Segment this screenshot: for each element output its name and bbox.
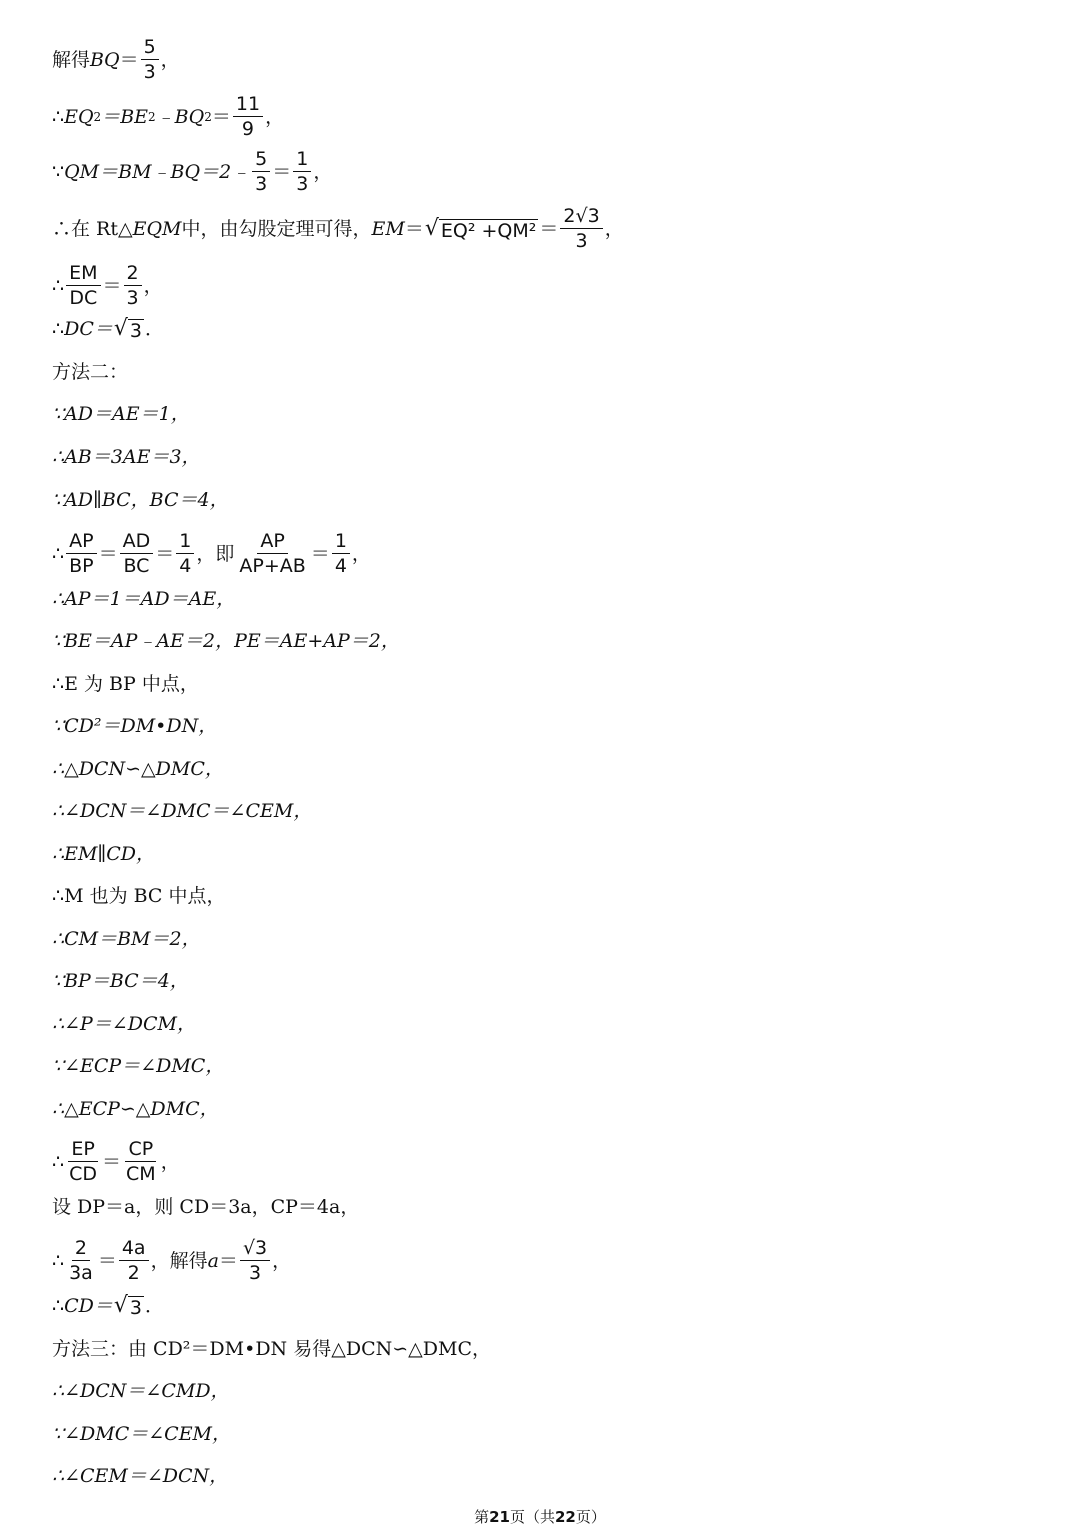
numerator: 1 xyxy=(332,530,350,554)
solution-line: 设 DP＝a，则 CD＝3a，CP＝4a， xyxy=(52,1196,360,1218)
total-pages: 22 xyxy=(555,1508,576,1526)
denominator: BP xyxy=(69,555,94,577)
solution-line xyxy=(52,316,164,342)
page-footer xyxy=(0,1506,1080,1527)
solution-line: ∴E 为 BP 中点， xyxy=(52,673,199,695)
punctuation: ， xyxy=(272,1249,292,1272)
text-segment: ，解得 xyxy=(150,1249,208,1272)
denominator: AP+AB xyxy=(239,555,306,577)
numerator: 1 xyxy=(293,148,311,172)
fraction xyxy=(293,148,311,195)
radical-sign-icon: √ xyxy=(424,215,439,241)
solution-line xyxy=(52,530,371,577)
fraction xyxy=(141,36,159,83)
denominator: BC xyxy=(123,555,150,577)
solution-line xyxy=(52,1138,180,1185)
math-expression: EQ xyxy=(64,105,94,128)
denominator: DC xyxy=(69,287,98,309)
numerator: AP xyxy=(66,530,96,554)
fraction xyxy=(123,1138,159,1185)
equals-sign: ＝ xyxy=(98,542,118,565)
numerator: 2 xyxy=(72,1237,90,1261)
text-segment: ，即 xyxy=(196,542,235,565)
radicand: 3 xyxy=(129,1297,142,1319)
solution-line xyxy=(52,262,163,309)
fraction xyxy=(120,530,154,577)
equals-sign: ＝ xyxy=(102,1150,122,1173)
text-segment: ∴在 Rt△ xyxy=(52,217,133,240)
denominator: 3 xyxy=(575,230,588,252)
math-variable: EQM xyxy=(132,217,182,240)
square-root xyxy=(425,216,539,242)
math-expression: ＝BE xyxy=(101,105,149,128)
solution-line: ∴EM∥CD， xyxy=(52,843,155,865)
superscript: 2 xyxy=(204,109,212,124)
fraction xyxy=(560,205,602,252)
denominator: 4 xyxy=(334,555,347,577)
radical-sign-icon: √ xyxy=(113,316,128,341)
punctuation: ． xyxy=(145,318,165,340)
equals-sign: ＝ xyxy=(119,48,139,71)
denominator: 3 xyxy=(255,173,268,195)
fraction xyxy=(66,530,97,577)
denominator: 3 xyxy=(248,1262,262,1284)
therefore-symbol: ∴ xyxy=(52,105,65,128)
solution-line: ∴∠CEM＝∠DCN， xyxy=(52,1465,229,1487)
denominator: 2 xyxy=(127,1262,140,1284)
equals-sign: ＝ xyxy=(539,217,559,240)
punctuation: ． xyxy=(145,1295,165,1317)
fraction xyxy=(66,1237,96,1284)
method-heading: 方法三：由 CD²＝DM•DN 易得△DCN∽△DMC， xyxy=(52,1338,491,1360)
solution-line: ∴∠DCN＝∠CMD， xyxy=(52,1380,230,1402)
solution-line: ∵∠DMC＝∠CEM， xyxy=(52,1423,232,1445)
solution-line: ∴△DCN∽△DMC， xyxy=(52,758,224,780)
square-root xyxy=(114,316,144,342)
therefore-symbol: ∴ xyxy=(52,318,65,340)
denominator: CM xyxy=(126,1163,156,1185)
therefore-symbol: ∴ xyxy=(52,1295,65,1317)
footer-text: 页（共 xyxy=(509,1508,555,1526)
solution-line: ∴∠P＝∠DCM， xyxy=(52,1013,196,1035)
denominator: 3 xyxy=(296,173,309,195)
denominator: 3 xyxy=(126,287,139,309)
numerator: √3 xyxy=(240,1237,270,1261)
math-variable: BQ xyxy=(90,48,120,71)
denominator: 3a xyxy=(69,1262,93,1284)
solution-line xyxy=(52,36,180,83)
punctuation: ， xyxy=(143,274,163,297)
solution-line: ∵BP＝BC＝4， xyxy=(52,970,189,992)
math-expression: DC＝ xyxy=(64,318,113,340)
numerator: 2√3 xyxy=(560,205,602,229)
denominator: CD xyxy=(69,1163,97,1185)
fraction xyxy=(119,1237,149,1284)
superscript: 2 xyxy=(148,109,156,124)
footer-text: 页） xyxy=(575,1508,606,1526)
punctuation: ， xyxy=(160,1150,180,1173)
solution-line: ∴△ECP∽△DMC， xyxy=(52,1098,219,1120)
footer-text: 第 xyxy=(474,1508,490,1526)
numerator: CP xyxy=(125,1138,156,1162)
method-heading: 方法二： xyxy=(52,361,129,383)
solution-line: ∴∠DCN＝∠DMC＝∠CEM， xyxy=(52,800,313,822)
fraction xyxy=(176,530,194,577)
punctuation: ， xyxy=(351,542,371,565)
denominator: 3 xyxy=(143,61,156,83)
punctuation: ， xyxy=(604,217,624,240)
text-segment: 中，由勾股定理可得， xyxy=(181,217,372,240)
numerator: AP xyxy=(257,530,287,554)
solution-line: ∵BE＝AP﹣AE＝2，PE＝AE+AP＝2， xyxy=(52,630,400,652)
solution-line xyxy=(52,205,624,252)
numerator: 2 xyxy=(124,262,142,286)
square-root xyxy=(114,1293,144,1319)
equals-sign: ＝ xyxy=(211,105,231,128)
denominator: 9 xyxy=(241,118,255,140)
math-expression: CD＝ xyxy=(64,1295,113,1317)
solution-line xyxy=(52,148,332,195)
numerator: 5 xyxy=(252,148,270,172)
denominator: 4 xyxy=(179,555,192,577)
solution-line: ∴M 也为 BC 中点， xyxy=(52,885,226,907)
page-number: 21 xyxy=(489,1508,510,1526)
solution-line: ∵AD∥BC，BC＝4， xyxy=(52,489,229,511)
numerator: EM xyxy=(66,262,100,286)
text-segment: 解得 xyxy=(52,48,91,71)
equals-sign: ＝ xyxy=(404,217,424,240)
solution-line: ∵∠ECP＝∠DMC， xyxy=(52,1055,225,1077)
radical-sign-icon: √ xyxy=(113,1293,128,1318)
equals-sign: ＝ xyxy=(272,160,292,183)
numerator: 11 xyxy=(233,93,263,117)
equals-sign: ＝ xyxy=(102,274,122,297)
equals-sign: ＝ xyxy=(97,1249,117,1272)
fraction xyxy=(236,530,308,577)
therefore-symbol: ∴ xyxy=(52,542,65,565)
punctuation: ， xyxy=(313,160,333,183)
equals-sign: ＝ xyxy=(218,1249,238,1272)
solution-line: ∴AP＝1＝AD＝AE， xyxy=(52,588,236,610)
fraction xyxy=(332,530,350,577)
superscript: 2 xyxy=(93,109,102,124)
numerator: 5 xyxy=(141,36,159,60)
equals-sign: ＝ xyxy=(310,542,330,565)
solution-line: ∵CD²＝DM•DN， xyxy=(52,715,218,737)
punctuation: ， xyxy=(265,105,285,128)
radicand: 3 xyxy=(129,320,142,342)
solution-line: ∴CM＝BM＝2， xyxy=(52,928,201,950)
therefore-symbol: ∴ xyxy=(52,1150,65,1173)
math-variable: EM xyxy=(371,217,405,240)
punctuation: ， xyxy=(160,48,180,71)
fraction xyxy=(66,262,100,309)
numerator: 1 xyxy=(176,530,194,554)
radicand: EQ² +QM² xyxy=(440,219,537,242)
therefore-symbol: ∴ xyxy=(52,1249,65,1272)
solution-line: ∵AD＝AE＝1， xyxy=(52,403,190,425)
fraction xyxy=(124,262,142,309)
math-variable: a xyxy=(207,1249,219,1272)
because-symbol: ∵ xyxy=(52,160,65,183)
therefore-symbol: ∴ xyxy=(52,274,65,297)
numerator: 4a xyxy=(119,1237,149,1261)
numerator: AD xyxy=(120,530,154,554)
fraction xyxy=(233,93,263,140)
math-expression: QM＝BM﹣BQ＝2﹣ xyxy=(64,160,251,183)
fraction xyxy=(66,1138,100,1185)
solution-line xyxy=(52,1237,291,1284)
fraction xyxy=(240,1237,270,1284)
solution-line xyxy=(52,1293,164,1319)
numerator: EP xyxy=(68,1138,97,1162)
equals-sign: ＝ xyxy=(155,542,175,565)
solution-line: ∴AB＝3AE＝3， xyxy=(52,446,201,468)
solution-line xyxy=(52,93,284,140)
math-expression: ﹣BQ xyxy=(155,105,205,128)
fraction xyxy=(252,148,270,195)
